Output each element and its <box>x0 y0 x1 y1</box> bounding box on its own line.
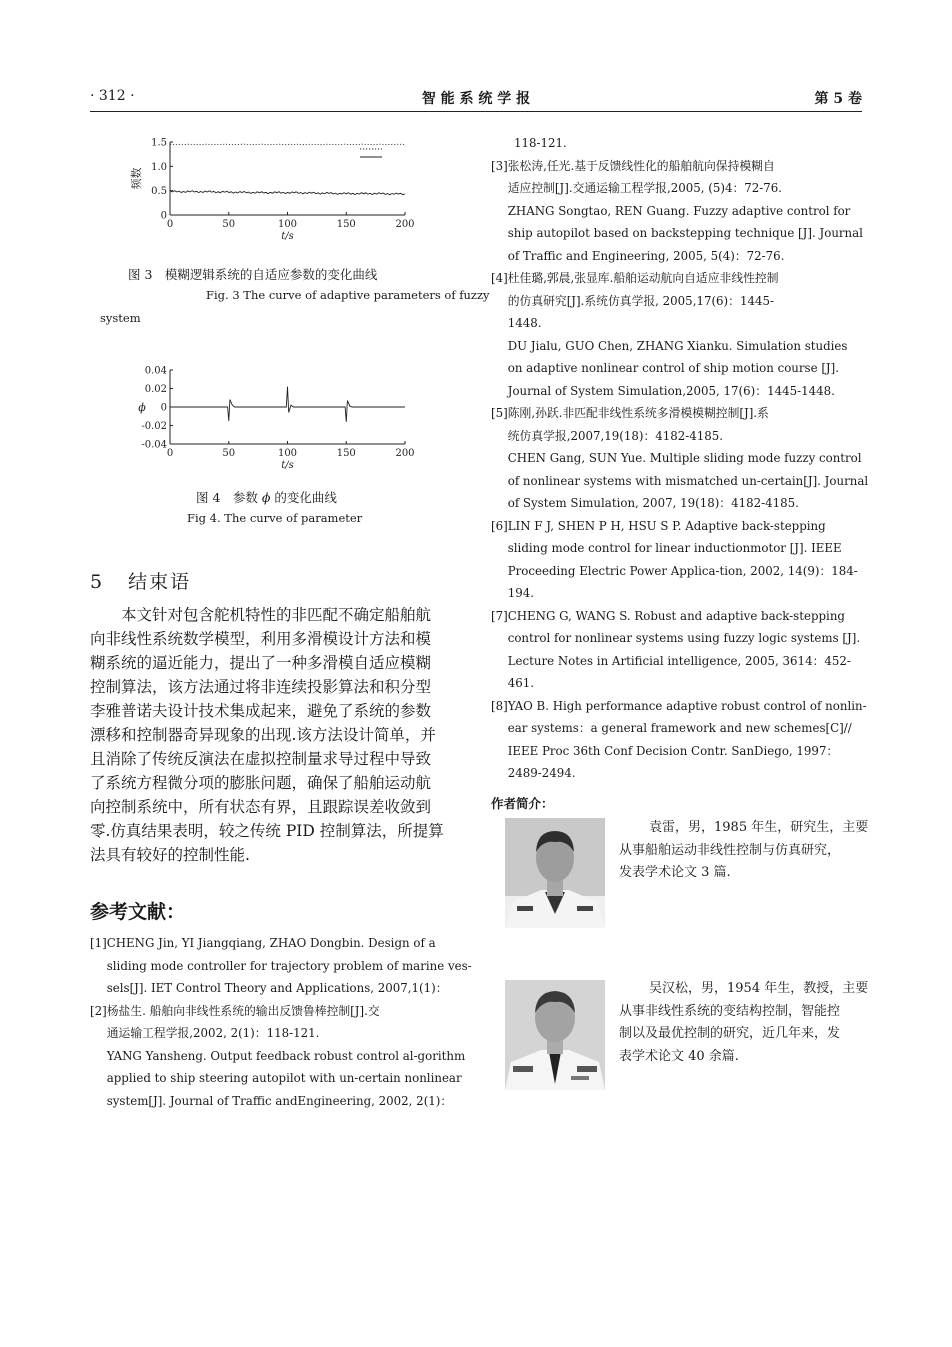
reference-english-line: on adaptive nonlinear control of ship motion course [J]. <box>507 361 840 375</box>
reference-number: [1] <box>90 936 107 950</box>
reference-line: 陈刚,孙跃.非匹配非线性系统多滑模模糊控制[J].系 <box>507 406 769 420</box>
reference-line: CHENG Jin, YI Jiangqiang, ZHAO Dongbin. Design of a <box>106 936 436 950</box>
reference-entry <box>491 515 863 605</box>
y-tick-label: 0 <box>160 402 167 414</box>
figure-4-caption-zh: 图 4 参数 ϕ 的变化曲线 <box>196 490 337 505</box>
y-tick-label: 0.04 <box>144 365 167 377</box>
figure-3-caption-en-cont: system <box>100 311 141 325</box>
author-2-bio <box>619 978 868 1068</box>
reference-line: 统仿真学报,2007,19(18)：4182-4185. <box>507 428 724 443</box>
journal-title: 智 能 系 统 学 报 <box>421 91 531 107</box>
conclusion-line: 李雅普诺夫设计技术集成起来，避免了系统的参数 <box>90 702 432 720</box>
page-number: · 312 · <box>90 88 135 104</box>
reference-line: Proceeding Electric Power Applica-tion, 2002, 14(9)：184- <box>507 563 858 578</box>
x-tick-label: 100 <box>277 448 298 459</box>
reference-line: 的仿真研究[J].系统仿真学报, 2005,17(6)：1445- <box>507 293 774 308</box>
reference-entry <box>90 1000 466 1113</box>
x-axis-label: t/s <box>281 231 294 242</box>
x-tick-label: 100 <box>277 219 298 230</box>
bio-line: 从事非线性系统的变结构控制，智能控 <box>619 1003 841 1019</box>
y-tick-label: -0.04 <box>141 439 167 451</box>
reference-english-line: applied to ship steering autopilot with un-certain nonlinear <box>106 1071 462 1085</box>
y-tick-label: 0.5 <box>151 186 167 198</box>
reference-text <box>107 932 472 1000</box>
section-title: 结束语 <box>128 571 192 593</box>
reference-line: 1448. <box>507 316 542 330</box>
reference-english-line: DU Jialu, GUO Chen, ZHANG Xianku. Simulation studies <box>507 338 848 353</box>
x-tick-label: 0 <box>166 448 174 459</box>
reference-entry <box>491 695 867 785</box>
reference-text <box>508 695 867 785</box>
volume-label: 第 5 卷 <box>814 91 862 107</box>
references-heading: 参考文献： <box>90 901 186 923</box>
reference-entry <box>491 155 863 268</box>
reference-text <box>508 267 863 402</box>
conclusion-line: 零.仿真结果表明，较之传统 PID 控制算法，所提算 <box>90 822 444 840</box>
reference-line: sels[J]. IET Control Theory and Applications, 2007,1(1)： <box>106 981 448 995</box>
reference-english-line: of nonlinear systems with mismatched un-certain[J]. Journal <box>507 473 869 488</box>
reference-english-line: YANG Yansheng. Output feedback robust control al-gorithm <box>106 1048 466 1063</box>
author-1-photo <box>505 818 605 928</box>
reference-line: 适应控制[J].交通运输工程学报,2005, (5)4：72-76. <box>507 181 783 195</box>
reference-continuation: 118-121. <box>514 136 567 150</box>
reference-number: [6] <box>491 518 508 533</box>
x-tick-label: 50 <box>222 219 236 230</box>
reference-line: LIN F J, SHEN P H, HSU S P. Adaptive back-stepping <box>507 518 826 533</box>
reference-line: sliding mode control for linear inductionmotor [J]. IEEE <box>507 541 842 555</box>
bio-line: 表学术论文 40 余篇. <box>619 1048 739 1064</box>
reference-entry <box>491 605 863 695</box>
reference-text <box>508 515 863 605</box>
reference-number: [3] <box>491 158 508 173</box>
y-axis-label: ϕ <box>138 401 146 414</box>
section-5-heading <box>90 567 191 594</box>
reference-line: 2489-2494. <box>507 766 576 780</box>
x-tick-label: 150 <box>336 448 356 459</box>
figure-3-adaptive-parameters-chart <box>120 132 420 247</box>
reference-text <box>508 402 868 515</box>
y-tick-label: 0.02 <box>144 384 167 395</box>
figure-3-caption-en: Fig. 3 The curve of adaptive parameters of fuzzy <box>206 288 490 302</box>
series-line <box>170 144 405 145</box>
reference-english-line: of Traffic and Engineering, 2005, 5(4)：72-76. <box>507 248 785 263</box>
x-tick-label: 0 <box>166 219 174 230</box>
reference-line: 通运输工程学报,2002, 2(1)：118-121. <box>106 1026 320 1040</box>
reference-number: [2] <box>90 1003 107 1018</box>
reference-english-line: CHEN Gang, SUN Yue. Multiple sliding mode fuzzy control <box>507 451 862 465</box>
reference-number: [7] <box>491 608 508 623</box>
reference-line: CHENG G, WANG S. Robust and adaptive back-stepping <box>507 608 845 623</box>
conclusion-line: 且消除了传统反演法在虚拟控制量求导过程中导致 <box>90 750 432 768</box>
figure-3-caption-zh: 图 3 模糊逻辑系统的自适应参数的变化曲线 <box>128 267 378 282</box>
section-number: 5 <box>90 571 105 593</box>
reference-line: IEEE Proc 36th Conf Decision Contr. SanDiego, 1997： <box>507 743 839 758</box>
reference-text <box>508 155 863 268</box>
conclusion-line: 了系统方程微分项的膨胀问题，确保了船舶运动航 <box>90 774 432 792</box>
reference-line: 张松涛,任光.基于反馈线性化的船舶航向保持模糊自 <box>507 158 775 173</box>
references-left-column <box>90 932 472 1112</box>
x-tick-label: 200 <box>395 448 415 459</box>
reference-entry <box>491 402 869 515</box>
reference-text <box>107 1000 465 1113</box>
reference-text <box>508 605 863 695</box>
reference-entry <box>491 267 863 402</box>
reference-line: Lecture Notes in Artificial intelligence, 2005, 3614：452- <box>507 653 851 668</box>
figure-4-parameter-phi-chart <box>120 362 420 474</box>
reference-line: 杨盐生. 船舶向非线性系统的输出反馈鲁棒控制[J].交 <box>106 1003 380 1018</box>
conclusion-line: 向控制系统中，所有状态有界，且跟踪误差收敛到 <box>90 798 432 816</box>
reference-line: control for nonlinear systems using fuzzy logic systems [J]. <box>507 631 861 645</box>
y-axis-label: 频数 <box>130 167 143 190</box>
y-tick-label: 0 <box>160 210 167 222</box>
conclusion-line: 漂移和控制器奇异现象的出现.该方法设计简单，并 <box>90 726 436 744</box>
reference-english-line: of System Simulation, 2007, 19(18)：4182-4185. <box>507 496 799 510</box>
y-tick-label: 1.0 <box>151 161 167 173</box>
phi-symbol: ϕ <box>261 490 271 505</box>
y-tick-label: 1.5 <box>151 137 167 149</box>
series-line <box>170 191 405 195</box>
conclusion-line: 本文针对包含舵机特性的非匹配不确定船舶航 <box>121 606 432 624</box>
reference-line: 461. <box>507 676 534 690</box>
author-2-photo <box>505 980 605 1090</box>
reference-number: [8] <box>491 698 508 713</box>
conclusion-paragraph <box>90 603 460 867</box>
x-tick-label: 200 <box>395 219 415 230</box>
reference-line: YAO B. High performance adaptive robust control of nonlin- <box>507 698 867 713</box>
conclusion-line: 糊系统的逼近能力，提出了一种多滑模自适应模糊 <box>90 654 432 672</box>
conclusion-line: 控制算法，该方法通过将非连续投影算法和积分型 <box>90 678 432 696</box>
reference-entry <box>90 932 472 1000</box>
bio-line: 制以及最优控制的研究，近几年来，发 <box>619 1026 841 1041</box>
series-line <box>170 387 405 422</box>
conclusion-line: 法具有较好的控制性能. <box>90 846 250 864</box>
figure-4-caption-en: Fig 4. The curve of parameter <box>187 511 363 525</box>
reference-english-line: ZHANG Songtao, REN Guang. Fuzzy adaptive control for <box>507 203 851 218</box>
reference-english-line: ship autopilot based on backstepping technique [J]. Journal <box>507 226 863 240</box>
bio-line: 吴汉松，男，1954 年生，教授，主要 <box>649 981 869 996</box>
reference-line: sliding mode controller for trajectory problem of marine ves- <box>106 958 472 973</box>
y-tick-label: -0.02 <box>141 421 167 432</box>
reference-english-line: Journal of System Simulation,2005, 17(6)：1445-1448. <box>507 383 835 398</box>
reference-number: [4] <box>491 271 508 285</box>
header-rule <box>90 111 862 112</box>
conclusion-line: 向非线性系统数学模型，利用多滑模设计方法和模 <box>90 630 432 648</box>
bio-line: 从事船舶运动非线性控制与仿真研究， <box>619 842 841 858</box>
x-tick-label: 50 <box>222 448 236 459</box>
x-tick-label: 150 <box>336 219 356 230</box>
author-profile-heading: 作者简介： <box>491 796 554 811</box>
reference-line: 杜佳璐,郭晨,张显库.船舶运动航向自适应非线性控制 <box>507 271 779 285</box>
reference-number: [5] <box>491 406 508 420</box>
bio-line: 发表学术论文 3 篇. <box>619 865 731 880</box>
x-axis-label: t/s <box>281 460 294 471</box>
reference-english-line: system[J]. Journal of Traffic andEngineering, 2002, 2(1)： <box>106 1093 453 1108</box>
reference-line: 194. <box>507 586 534 600</box>
bio-line: 袁雷，男，1985 年生，研究生，主要 <box>649 820 869 835</box>
author-1-bio <box>619 817 868 885</box>
references-right-column <box>491 132 869 785</box>
reference-line: ear systems：a general framework and new schemes[C]// <box>507 721 852 735</box>
